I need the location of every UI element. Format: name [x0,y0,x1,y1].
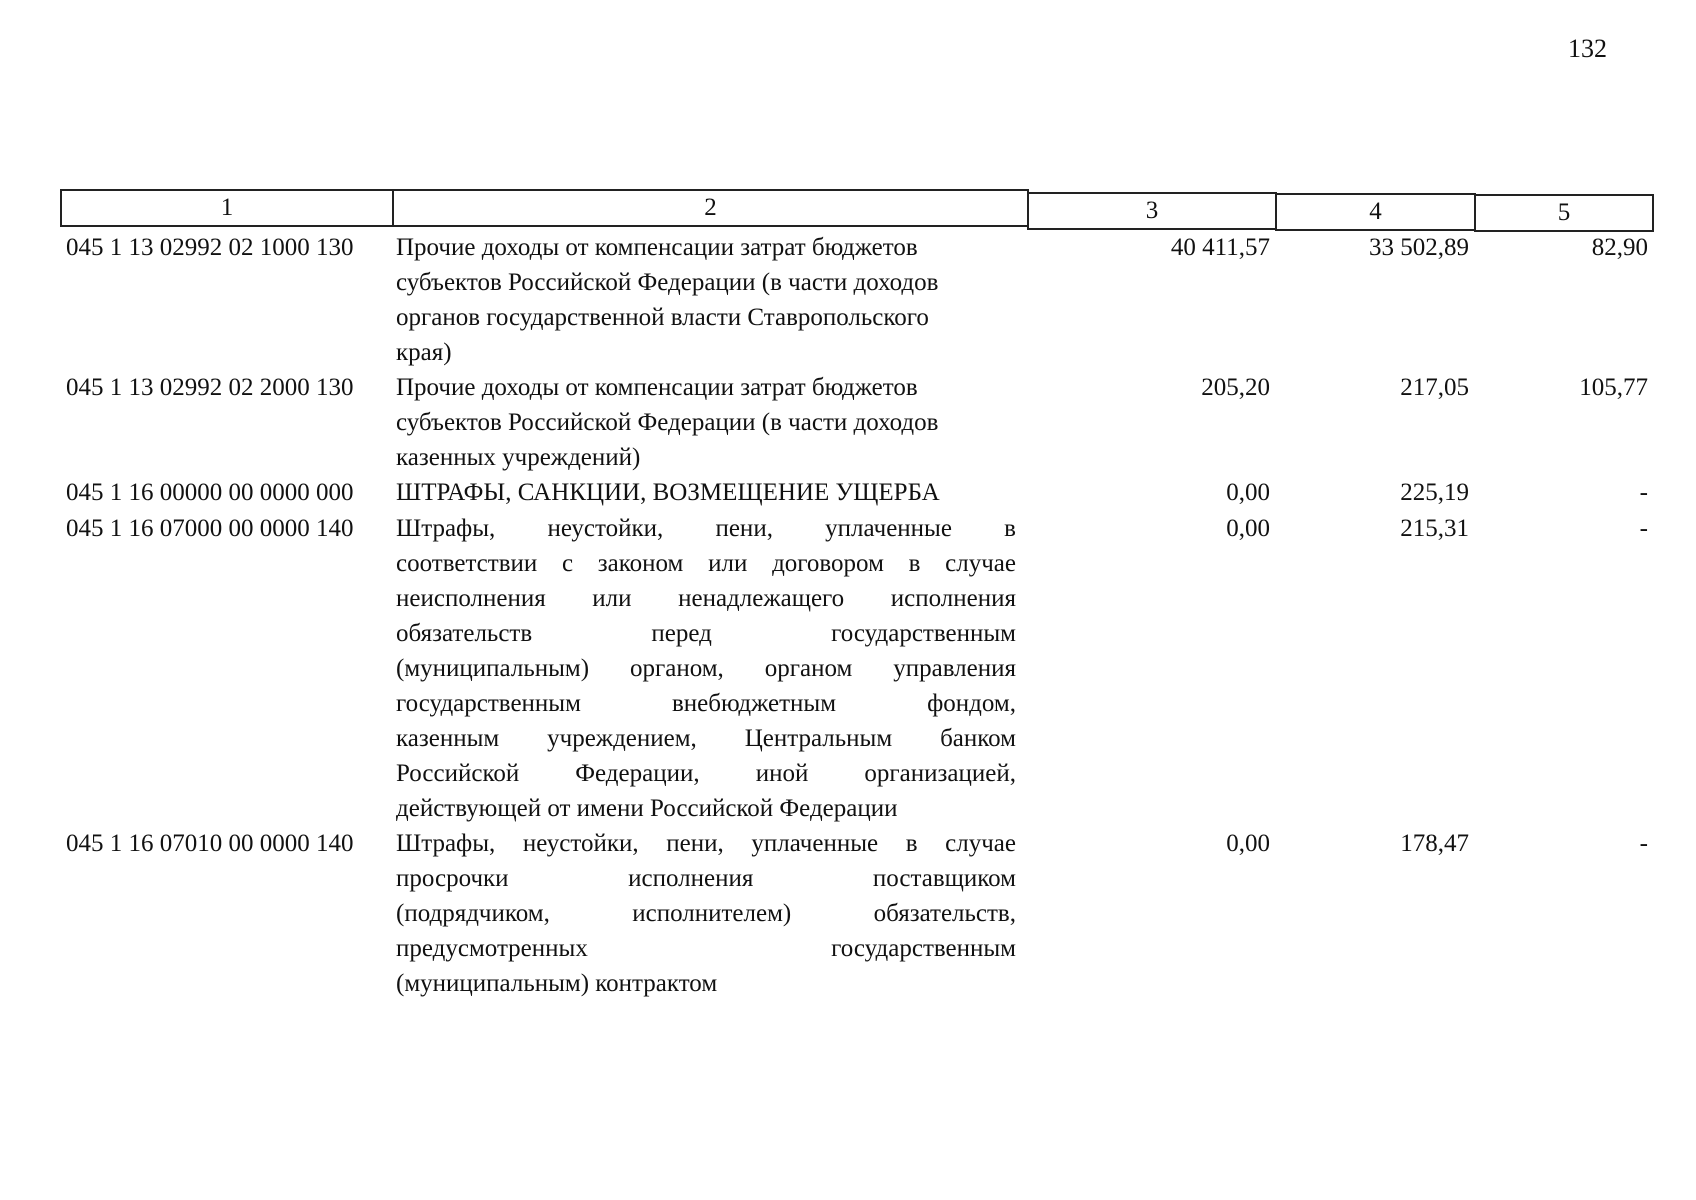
description-line: действующей от имени Российской Федерации [396,795,898,822]
description-line: органов государственной власти Ставропольского [396,304,929,331]
header-col-4: 4 [1275,193,1476,231]
description-line: (муниципальным) контрактом [396,970,718,997]
description-line: (муниципальным) органом, органом управления [396,655,1016,682]
budget-code: 045 1 13 02992 02 1000 130 [66,234,354,261]
value-col-3: 0,00 [1226,515,1270,542]
description [396,511,1016,826]
description-line: Российской Федерации, иной организацией, [396,760,1016,787]
description-line: государственным внебюджетным фондом, [396,690,1016,717]
value-col-4: 215,31 [1400,515,1469,542]
description-line: просрочки исполнения поставщиком [396,865,1016,892]
description-line: (подрядчиком, исполнителем) обязательств, [396,900,1016,927]
description-line: края) [396,339,452,366]
budget-code: 045 1 13 02992 02 2000 130 [66,374,354,401]
header-col-2: 2 [392,189,1029,227]
description [396,370,1016,475]
header-col-1: 1 [60,189,394,227]
value-col-3: 0,00 [1226,830,1270,857]
description-line: предусмотренных государственным [396,935,1016,962]
value-col-4: 33 502,89 [1369,234,1469,261]
description-line: казенным учреждением, Центральным банком [396,725,1016,752]
value-col-5: - [1639,479,1648,506]
header-col-3: 3 [1027,192,1277,230]
description-line: Штрафы, неустойки, пени, уплаченные в [396,515,1016,542]
value-col-5: - [1639,830,1648,857]
description [396,826,1016,1001]
value-col-3: 205,20 [1201,374,1270,401]
description-line: субъектов Российской Федерации (в части доходов [396,409,939,436]
description-line: неисполнения или ненадлежащего исполнения [396,585,1016,612]
value-col-5: 105,77 [1579,374,1648,401]
value-col-4: 217,05 [1400,374,1469,401]
header-col-5: 5 [1474,194,1654,232]
value-col-4: 178,47 [1400,830,1469,857]
value-col-3: 0,00 [1226,479,1270,506]
description-line: Прочие доходы от компенсации затрат бюджетов [396,234,918,261]
description-line: ШТРАФЫ, САНКЦИИ, ВОЗМЕЩЕНИЕ УЩЕРБА [396,479,940,506]
description [396,230,1016,370]
value-col-5: - [1639,515,1648,542]
page-number: 132 [1568,34,1607,63]
budget-code: 045 1 16 00000 00 0000 000 [66,479,354,506]
value-col-3: 40 411,57 [1170,234,1270,261]
description-line: казенных учреждений) [396,444,641,471]
description [396,475,1016,510]
description-line: Штрафы, неустойки, пени, уплаченные в случае [396,830,1016,857]
value-col-4: 225,19 [1400,479,1469,506]
description-line: соответствии с законом или договором в случае [396,550,1016,577]
description-line: Прочие доходы от компенсации затрат бюджетов [396,374,918,401]
description-line: обязательств перед государственным [396,620,1016,647]
description-line: субъектов Российской Федерации (в части доходов [396,269,939,296]
value-col-5: 82,90 [1591,234,1648,261]
budget-code: 045 1 16 07000 00 0000 140 [66,515,354,542]
budget-code: 045 1 16 07010 00 0000 140 [66,830,354,857]
